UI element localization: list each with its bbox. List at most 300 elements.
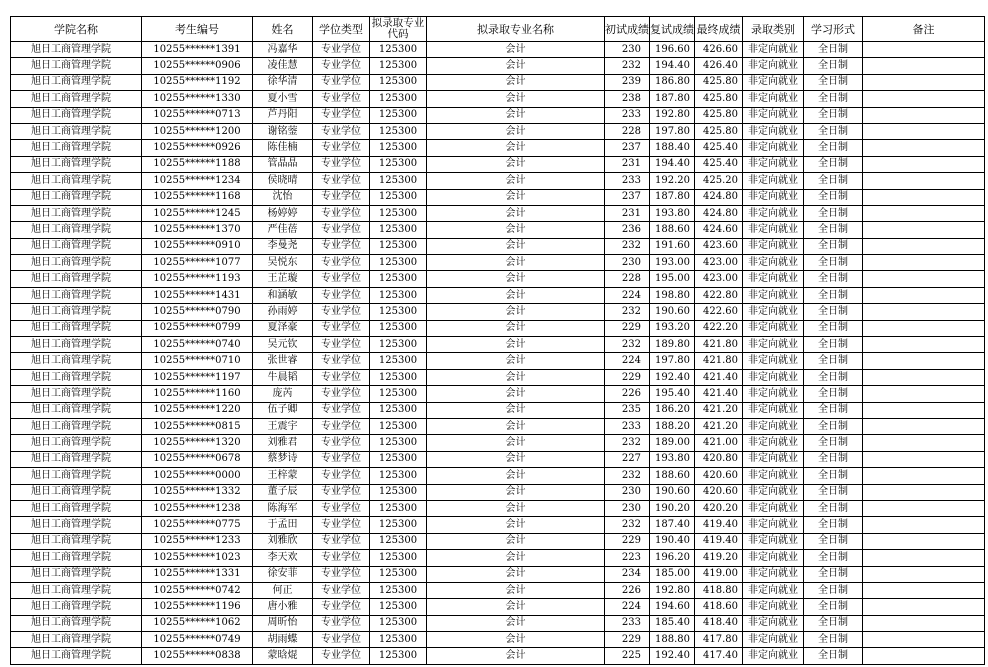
cell-candidate-id: 10255******0815 [142, 418, 253, 434]
cell-name: 王芷璇 [253, 271, 313, 287]
cell-school: 旭日工商管理学院 [11, 287, 142, 303]
cell-school: 旭日工商管理学院 [11, 304, 142, 320]
cell-admission-category: 非定向就业 [743, 337, 804, 353]
cell-final-score: 421.40 [695, 386, 743, 402]
cell-note [863, 58, 985, 74]
cell-note [863, 42, 985, 58]
cell-retest-score: 193.80 [650, 451, 695, 467]
cell-retest-score: 190.60 [650, 484, 695, 500]
cell-retest-score: 194.60 [650, 599, 695, 615]
table-row [11, 517, 985, 533]
cell-major-code: 125300 [370, 205, 427, 221]
cell-study-mode: 全日制 [804, 484, 863, 500]
cell-degree-type: 专业学位 [313, 255, 370, 271]
cell-initial-score: 232 [605, 435, 650, 451]
cell-initial-score: 233 [605, 418, 650, 434]
table-row [11, 337, 985, 353]
cell-retest-score: 192.80 [650, 107, 695, 123]
cell-name: 周昕怡 [253, 615, 313, 631]
cell-final-score: 424.60 [695, 222, 743, 238]
cell-study-mode: 全日制 [804, 304, 863, 320]
cell-admission-category: 非定向就业 [743, 107, 804, 123]
cell-major-code: 125300 [370, 648, 427, 664]
cell-study-mode: 全日制 [804, 140, 863, 156]
table-row [11, 287, 985, 303]
cell-note [863, 123, 985, 139]
cell-note [863, 402, 985, 418]
cell-admission-category: 非定向就业 [743, 468, 804, 484]
cell-degree-type: 专业学位 [313, 566, 370, 582]
cell-major-name: 会计 [427, 238, 605, 254]
header-note: 备注 [863, 17, 985, 42]
cell-study-mode: 全日制 [804, 533, 863, 549]
cell-retest-score: 189.80 [650, 337, 695, 353]
cell-major-code: 125300 [370, 566, 427, 582]
cell-final-score: 426.40 [695, 58, 743, 74]
cell-retest-score: 185.40 [650, 615, 695, 631]
cell-candidate-id: 10255******0910 [142, 238, 253, 254]
cell-note [863, 500, 985, 516]
cell-major-code: 125300 [370, 58, 427, 74]
cell-candidate-id: 10255******0000 [142, 468, 253, 484]
cell-name: 李曼尧 [253, 238, 313, 254]
cell-study-mode: 全日制 [804, 58, 863, 74]
cell-candidate-id: 10255******1238 [142, 500, 253, 516]
cell-note [863, 107, 985, 123]
table-row [11, 304, 985, 320]
cell-admission-category: 非定向就业 [743, 632, 804, 648]
cell-school: 旭日工商管理学院 [11, 533, 142, 549]
header-major-code: 拟录取专业代码 [370, 17, 427, 42]
cell-candidate-id: 10255******1234 [142, 173, 253, 189]
cell-school: 旭日工商管理学院 [11, 582, 142, 598]
cell-major-name: 会计 [427, 353, 605, 369]
cell-major-name: 会计 [427, 42, 605, 58]
cell-retest-score: 196.20 [650, 550, 695, 566]
cell-final-score: 425.40 [695, 140, 743, 156]
header-initial-score: 初试成绩 [605, 17, 650, 42]
cell-final-score: 424.80 [695, 205, 743, 221]
cell-major-code: 125300 [370, 582, 427, 598]
cell-candidate-id: 10255******0710 [142, 353, 253, 369]
cell-major-code: 125300 [370, 74, 427, 90]
cell-major-name: 会计 [427, 156, 605, 172]
cell-retest-score: 190.20 [650, 500, 695, 516]
cell-final-score: 420.60 [695, 484, 743, 500]
cell-name: 陈佳楠 [253, 140, 313, 156]
cell-admission-category: 非定向就业 [743, 615, 804, 631]
cell-major-name: 会计 [427, 648, 605, 664]
table-row [11, 140, 985, 156]
header-study-mode: 学习形式 [804, 17, 863, 42]
cell-degree-type: 专业学位 [313, 550, 370, 566]
table-row [11, 156, 985, 172]
cell-candidate-id: 10255******1332 [142, 484, 253, 500]
cell-major-name: 会计 [427, 632, 605, 648]
cell-degree-type: 专业学位 [313, 189, 370, 205]
cell-note [863, 451, 985, 467]
cell-degree-type: 专业学位 [313, 402, 370, 418]
cell-name: 吴悦东 [253, 255, 313, 271]
cell-major-name: 会计 [427, 205, 605, 221]
cell-final-score: 421.20 [695, 418, 743, 434]
cell-major-name: 会计 [427, 320, 605, 336]
cell-initial-score: 232 [605, 517, 650, 533]
table-row [11, 435, 985, 451]
cell-study-mode: 全日制 [804, 468, 863, 484]
cell-major-code: 125300 [370, 386, 427, 402]
cell-name: 管晶晶 [253, 156, 313, 172]
table-row [11, 648, 985, 664]
cell-name: 徐安菲 [253, 566, 313, 582]
cell-school: 旭日工商管理学院 [11, 402, 142, 418]
cell-final-score: 417.80 [695, 632, 743, 648]
cell-study-mode: 全日制 [804, 435, 863, 451]
cell-major-code: 125300 [370, 271, 427, 287]
cell-admission-category: 非定向就业 [743, 435, 804, 451]
cell-major-code: 125300 [370, 320, 427, 336]
cell-name: 牛晨韬 [253, 369, 313, 385]
cell-initial-score: 233 [605, 107, 650, 123]
cell-school: 旭日工商管理学院 [11, 222, 142, 238]
cell-major-code: 125300 [370, 402, 427, 418]
cell-initial-score: 230 [605, 500, 650, 516]
cell-degree-type: 专业学位 [313, 468, 370, 484]
cell-study-mode: 全日制 [804, 550, 863, 566]
cell-degree-type: 专业学位 [313, 140, 370, 156]
cell-admission-category: 非定向就业 [743, 582, 804, 598]
cell-school: 旭日工商管理学院 [11, 550, 142, 566]
cell-candidate-id: 10255******0926 [142, 140, 253, 156]
table-row [11, 255, 985, 271]
table-row [11, 533, 985, 549]
cell-admission-category: 非定向就业 [743, 648, 804, 664]
cell-school: 旭日工商管理学院 [11, 369, 142, 385]
cell-major-name: 会计 [427, 566, 605, 582]
header-retest-score: 复试成绩 [650, 17, 695, 42]
cell-note [863, 238, 985, 254]
cell-final-score: 423.60 [695, 238, 743, 254]
cell-degree-type: 专业学位 [313, 451, 370, 467]
cell-study-mode: 全日制 [804, 615, 863, 631]
cell-school: 旭日工商管理学院 [11, 500, 142, 516]
cell-retest-score: 192.40 [650, 369, 695, 385]
cell-study-mode: 全日制 [804, 156, 863, 172]
cell-candidate-id: 10255******1197 [142, 369, 253, 385]
cell-name: 吴元钦 [253, 337, 313, 353]
cell-major-name: 会计 [427, 599, 605, 615]
cell-major-code: 125300 [370, 238, 427, 254]
cell-major-name: 会计 [427, 418, 605, 434]
cell-initial-score: 234 [605, 566, 650, 582]
cell-school: 旭日工商管理学院 [11, 468, 142, 484]
cell-final-score: 423.00 [695, 255, 743, 271]
cell-candidate-id: 10255******0749 [142, 632, 253, 648]
cell-retest-score: 194.40 [650, 58, 695, 74]
cell-final-score: 420.20 [695, 500, 743, 516]
cell-major-name: 会计 [427, 287, 605, 303]
cell-initial-score: 239 [605, 74, 650, 90]
cell-candidate-id: 10255******1200 [142, 123, 253, 139]
cell-note [863, 287, 985, 303]
cell-candidate-id: 10255******1370 [142, 222, 253, 238]
cell-degree-type: 专业学位 [313, 500, 370, 516]
cell-name: 王梓蒙 [253, 468, 313, 484]
cell-final-score: 422.60 [695, 304, 743, 320]
cell-major-name: 会计 [427, 337, 605, 353]
cell-candidate-id: 10255******0775 [142, 517, 253, 533]
cell-study-mode: 全日制 [804, 205, 863, 221]
cell-name: 李天欢 [253, 550, 313, 566]
cell-study-mode: 全日制 [804, 648, 863, 664]
cell-major-name: 会计 [427, 123, 605, 139]
table-row [11, 566, 985, 582]
cell-major-name: 会计 [427, 615, 605, 631]
cell-degree-type: 专业学位 [313, 156, 370, 172]
cell-study-mode: 全日制 [804, 320, 863, 336]
table-row [11, 500, 985, 516]
cell-retest-score: 186.80 [650, 74, 695, 90]
cell-initial-score: 238 [605, 91, 650, 107]
cell-final-score: 422.80 [695, 287, 743, 303]
cell-degree-type: 专业学位 [313, 517, 370, 533]
cell-degree-type: 专业学位 [313, 435, 370, 451]
cell-major-name: 会计 [427, 222, 605, 238]
cell-final-score: 424.80 [695, 189, 743, 205]
cell-school: 旭日工商管理学院 [11, 648, 142, 664]
cell-school: 旭日工商管理学院 [11, 337, 142, 353]
table-row [11, 91, 985, 107]
cell-major-name: 会计 [427, 451, 605, 467]
cell-name: 沈怡 [253, 189, 313, 205]
cell-initial-score: 229 [605, 369, 650, 385]
cell-initial-score: 232 [605, 238, 650, 254]
cell-school: 旭日工商管理学院 [11, 632, 142, 648]
cell-initial-score: 224 [605, 599, 650, 615]
cell-candidate-id: 10255******1160 [142, 386, 253, 402]
cell-retest-score: 190.40 [650, 533, 695, 549]
cell-degree-type: 专业学位 [313, 337, 370, 353]
table-row [11, 42, 985, 58]
cell-degree-type: 专业学位 [313, 123, 370, 139]
cell-study-mode: 全日制 [804, 353, 863, 369]
cell-admission-category: 非定向就业 [743, 91, 804, 107]
cell-school: 旭日工商管理学院 [11, 238, 142, 254]
cell-admission-category: 非定向就业 [743, 238, 804, 254]
cell-retest-score: 185.00 [650, 566, 695, 582]
cell-retest-score: 196.60 [650, 42, 695, 58]
cell-note [863, 189, 985, 205]
cell-note [863, 615, 985, 631]
cell-degree-type: 专业学位 [313, 353, 370, 369]
cell-admission-category: 非定向就业 [743, 353, 804, 369]
cell-retest-score: 193.20 [650, 320, 695, 336]
cell-initial-score: 226 [605, 582, 650, 598]
cell-admission-category: 非定向就业 [743, 500, 804, 516]
cell-school: 旭日工商管理学院 [11, 435, 142, 451]
cell-retest-score: 188.60 [650, 222, 695, 238]
cell-school: 旭日工商管理学院 [11, 320, 142, 336]
header-degree-type: 学位类型 [313, 17, 370, 42]
cell-school: 旭日工商管理学院 [11, 451, 142, 467]
cell-name: 谢铭蓥 [253, 123, 313, 139]
cell-note [863, 418, 985, 434]
cell-major-name: 会计 [427, 271, 605, 287]
cell-retest-score: 188.20 [650, 418, 695, 434]
cell-name: 唐小雅 [253, 599, 313, 615]
cell-degree-type: 专业学位 [313, 632, 370, 648]
cell-candidate-id: 10255******1192 [142, 74, 253, 90]
table-row [11, 205, 985, 221]
cell-note [863, 173, 985, 189]
cell-study-mode: 全日制 [804, 107, 863, 123]
cell-note [863, 599, 985, 615]
header-major-name: 拟录取专业名称 [427, 17, 605, 42]
cell-name: 蒙晗焜 [253, 648, 313, 664]
cell-school: 旭日工商管理学院 [11, 517, 142, 533]
cell-note [863, 632, 985, 648]
cell-degree-type: 专业学位 [313, 484, 370, 500]
cell-name: 冯嘉华 [253, 42, 313, 58]
cell-initial-score: 225 [605, 648, 650, 664]
cell-major-name: 会计 [427, 402, 605, 418]
cell-note [863, 386, 985, 402]
cell-retest-score: 191.60 [650, 238, 695, 254]
table-row [11, 173, 985, 189]
cell-name: 侯晓晴 [253, 173, 313, 189]
cell-retest-score: 187.80 [650, 91, 695, 107]
cell-candidate-id: 10255******1193 [142, 271, 253, 287]
table-row [11, 468, 985, 484]
table-row [11, 615, 985, 631]
cell-major-name: 会计 [427, 140, 605, 156]
table-row [11, 550, 985, 566]
cell-candidate-id: 10255******1220 [142, 402, 253, 418]
cell-retest-score: 186.20 [650, 402, 695, 418]
cell-school: 旭日工商管理学院 [11, 271, 142, 287]
cell-study-mode: 全日制 [804, 418, 863, 434]
cell-note [863, 353, 985, 369]
cell-major-name: 会计 [427, 582, 605, 598]
table-row [11, 353, 985, 369]
cell-note [863, 435, 985, 451]
cell-major-code: 125300 [370, 533, 427, 549]
cell-candidate-id: 10255******1245 [142, 205, 253, 221]
cell-school: 旭日工商管理学院 [11, 42, 142, 58]
cell-initial-score: 231 [605, 205, 650, 221]
cell-school: 旭日工商管理学院 [11, 599, 142, 615]
cell-major-code: 125300 [370, 107, 427, 123]
cell-admission-category: 非定向就业 [743, 271, 804, 287]
cell-final-score: 425.80 [695, 91, 743, 107]
cell-name: 董子辰 [253, 484, 313, 500]
cell-initial-score: 231 [605, 156, 650, 172]
cell-retest-score: 188.40 [650, 140, 695, 156]
cell-degree-type: 专业学位 [313, 287, 370, 303]
cell-note [863, 320, 985, 336]
cell-major-code: 125300 [370, 369, 427, 385]
cell-degree-type: 专业学位 [313, 107, 370, 123]
cell-major-code: 125300 [370, 418, 427, 434]
cell-school: 旭日工商管理学院 [11, 353, 142, 369]
cell-study-mode: 全日制 [804, 91, 863, 107]
cell-name: 刘雅欣 [253, 533, 313, 549]
cell-candidate-id: 10255******0678 [142, 451, 253, 467]
cell-major-code: 125300 [370, 123, 427, 139]
cell-major-code: 125300 [370, 304, 427, 320]
cell-school: 旭日工商管理学院 [11, 58, 142, 74]
cell-note [863, 271, 985, 287]
cell-major-name: 会计 [427, 386, 605, 402]
cell-study-mode: 全日制 [804, 517, 863, 533]
cell-major-name: 会计 [427, 107, 605, 123]
cell-school: 旭日工商管理学院 [11, 418, 142, 434]
cell-major-code: 125300 [370, 517, 427, 533]
cell-degree-type: 专业学位 [313, 599, 370, 615]
cell-admission-category: 非定向就业 [743, 566, 804, 582]
cell-major-name: 会计 [427, 189, 605, 205]
cell-admission-category: 非定向就业 [743, 287, 804, 303]
cell-final-score: 421.40 [695, 369, 743, 385]
table-row [11, 484, 985, 500]
cell-major-name: 会计 [427, 550, 605, 566]
cell-initial-score: 235 [605, 402, 650, 418]
cell-initial-score: 228 [605, 271, 650, 287]
cell-initial-score: 233 [605, 173, 650, 189]
cell-name: 严佳蓓 [253, 222, 313, 238]
cell-admission-category: 非定向就业 [743, 74, 804, 90]
cell-admission-category: 非定向就业 [743, 402, 804, 418]
cell-degree-type: 专业学位 [313, 320, 370, 336]
cell-school: 旭日工商管理学院 [11, 156, 142, 172]
cell-initial-score: 232 [605, 337, 650, 353]
cell-admission-category: 非定向就业 [743, 222, 804, 238]
cell-retest-score: 189.00 [650, 435, 695, 451]
cell-degree-type: 专业学位 [313, 418, 370, 434]
cell-initial-score: 237 [605, 140, 650, 156]
cell-major-name: 会计 [427, 484, 605, 500]
cell-candidate-id: 10255******0713 [142, 107, 253, 123]
cell-name: 庞芮 [253, 386, 313, 402]
cell-final-score: 421.00 [695, 435, 743, 451]
cell-final-score: 425.40 [695, 156, 743, 172]
table-row [11, 222, 985, 238]
cell-degree-type: 专业学位 [313, 205, 370, 221]
cell-final-score: 417.40 [695, 648, 743, 664]
cell-final-score: 419.40 [695, 517, 743, 533]
cell-retest-score: 188.80 [650, 632, 695, 648]
cell-admission-category: 非定向就业 [743, 304, 804, 320]
cell-final-score: 418.60 [695, 599, 743, 615]
cell-school: 旭日工商管理学院 [11, 91, 142, 107]
cell-study-mode: 全日制 [804, 386, 863, 402]
cell-retest-score: 192.20 [650, 173, 695, 189]
cell-candidate-id: 10255******0740 [142, 337, 253, 353]
cell-school: 旭日工商管理学院 [11, 484, 142, 500]
cell-study-mode: 全日制 [804, 369, 863, 385]
table-row [11, 123, 985, 139]
cell-candidate-id: 10255******0790 [142, 304, 253, 320]
table-row [11, 632, 985, 648]
cell-major-code: 125300 [370, 91, 427, 107]
cell-major-name: 会计 [427, 173, 605, 189]
header-candidate-id: 考生编号 [142, 17, 253, 42]
cell-major-code: 125300 [370, 435, 427, 451]
cell-major-code: 125300 [370, 222, 427, 238]
cell-study-mode: 全日制 [804, 271, 863, 287]
cell-retest-score: 195.00 [650, 271, 695, 287]
cell-initial-score: 230 [605, 42, 650, 58]
